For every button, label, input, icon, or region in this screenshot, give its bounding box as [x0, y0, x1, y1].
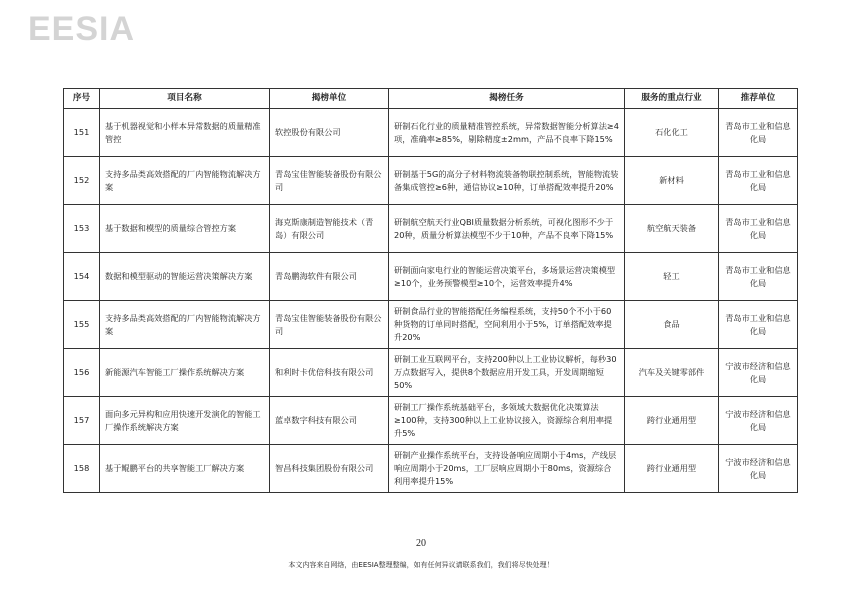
row-index: 151 — [64, 109, 100, 157]
row-task: 研制石化行业的质量精准管控系统，异常数据智能分析算法≥4项，准确率≥85%，剔除精度±2mm，产品不良率下降15% — [389, 109, 625, 157]
row-index: 153 — [64, 205, 100, 253]
header-industry: 服务的重点行业 — [625, 89, 719, 109]
row-recommender: 宁波市经济和信息化局 — [719, 349, 798, 397]
row-project-name: 新能源汽车智能工厂操作系统解决方案 — [100, 349, 270, 397]
row-task: 研制面向家电行业的智能运营决策平台，多场景运营决策模型≥10个，业务预警模型≥10个，运营效率提升4% — [389, 253, 625, 301]
header-project-name: 项目名称 — [100, 89, 270, 109]
row-industry: 航空航天装备 — [625, 205, 719, 253]
table-row — [64, 445, 798, 493]
row-project-name: 面向多元异构和应用快速开发演化的智能工厂操作系统解决方案 — [100, 397, 270, 445]
row-project-name: 基于机器视觉和小样本异常数据的质量精准管控 — [100, 109, 270, 157]
row-task: 研制工业互联网平台，支持200种以上工业协议解析，每秒30万点数据写入，提供8个数据应用开发工具，开发周期缩短50% — [389, 349, 625, 397]
table-header-row — [64, 89, 798, 109]
row-unit: 青岛鹏海软件有限公司 — [270, 253, 389, 301]
row-index: 154 — [64, 253, 100, 301]
table-row — [64, 397, 798, 445]
row-task: 研制工厂操作系统基础平台，多领域大数据优化决策算法≥100种，支持300种以上工业协议接入，资源综合利用率提升5% — [389, 397, 625, 445]
row-task: 研制航空航天行业QBI质量数据分析系统，可视化图形不少于20种，质量分析算法模型不少于10种，产品不良率下降15% — [389, 205, 625, 253]
row-unit: 青岛宝佳智能装备股份有限公司 — [270, 301, 389, 349]
row-unit: 蓝卓数字科技有限公司 — [270, 397, 389, 445]
header-recommender: 推荐单位 — [719, 89, 798, 109]
row-index: 158 — [64, 445, 100, 493]
row-index: 157 — [64, 397, 100, 445]
row-industry: 汽车及关键零部件 — [625, 349, 719, 397]
row-recommender: 宁波市经济和信息化局 — [719, 445, 798, 493]
row-industry: 新材料 — [625, 157, 719, 205]
table-row — [64, 205, 798, 253]
row-industry: 食品 — [625, 301, 719, 349]
row-task: 研制食品行业的智能搭配任务编程系统，支持50个不小于60种货物的订单同时搭配，空间利用小于5%，订单搭配效率提升20% — [389, 301, 625, 349]
row-recommender: 青岛市工业和信息化局 — [719, 253, 798, 301]
footer-disclaimer: 本文内容来自网络，由EESIA整理整编，如有任何异议请联系我们，我们将尽快处理！ — [288, 561, 554, 569]
row-task: 研制产业操作系统平台，支持设备响应周期小于4ms，产线层响应周期小于20ms，工厂层响应周期小于80ms，资源综合利用率提升15% — [389, 445, 625, 493]
row-unit: 软控股份有限公司 — [270, 109, 389, 157]
row-index: 155 — [64, 301, 100, 349]
row-index: 152 — [64, 157, 100, 205]
row-industry: 跨行业通用型 — [625, 445, 719, 493]
eesia-logo: EESIA — [28, 10, 136, 48]
row-industry: 石化化工 — [625, 109, 719, 157]
project-table — [63, 88, 798, 493]
row-index: 156 — [64, 349, 100, 397]
row-task: 研制基于5G的高分子材料物流装备物联控制系统，智能物流装备集成管控≥6种，通信协议≥10种，订单搭配效率提升20% — [389, 157, 625, 205]
row-project-name: 基于数据和模型的质量综合管控方案 — [100, 205, 270, 253]
page-number: 20 — [416, 538, 426, 549]
row-recommender: 青岛市工业和信息化局 — [719, 157, 798, 205]
row-unit: 智昌科技集团股份有限公司 — [270, 445, 389, 493]
row-unit: 青岛宝佳智能装备股份有限公司 — [270, 157, 389, 205]
row-recommender: 青岛市工业和信息化局 — [719, 205, 798, 253]
row-recommender: 青岛市工业和信息化局 — [719, 301, 798, 349]
row-industry: 跨行业通用型 — [625, 397, 719, 445]
table-row — [64, 253, 798, 301]
table-row — [64, 157, 798, 205]
table-row — [64, 301, 798, 349]
row-unit: 和利时卡优倍科技有限公司 — [270, 349, 389, 397]
row-recommender: 青岛市工业和信息化局 — [719, 109, 798, 157]
row-industry: 轻工 — [625, 253, 719, 301]
header-index: 序号 — [64, 89, 100, 109]
header-unit: 揭榜单位 — [270, 89, 389, 109]
row-recommender: 宁波市经济和信息化局 — [719, 397, 798, 445]
header-task: 揭榜任务 — [389, 89, 625, 109]
row-project-name: 基于鲲鹏平台的共享智能工厂解决方案 — [100, 445, 270, 493]
row-project-name: 支持多品类高效搭配的厂内智能物流解决方案 — [100, 157, 270, 205]
table-row — [64, 109, 798, 157]
row-project-name: 数据和模型驱动的智能运营决策解决方案 — [100, 253, 270, 301]
row-unit: 海克斯康制造智能技术（青岛）有限公司 — [270, 205, 389, 253]
row-project-name: 支持多品类高效搭配的厂内智能物流解决方案 — [100, 301, 270, 349]
table-row — [64, 349, 798, 397]
